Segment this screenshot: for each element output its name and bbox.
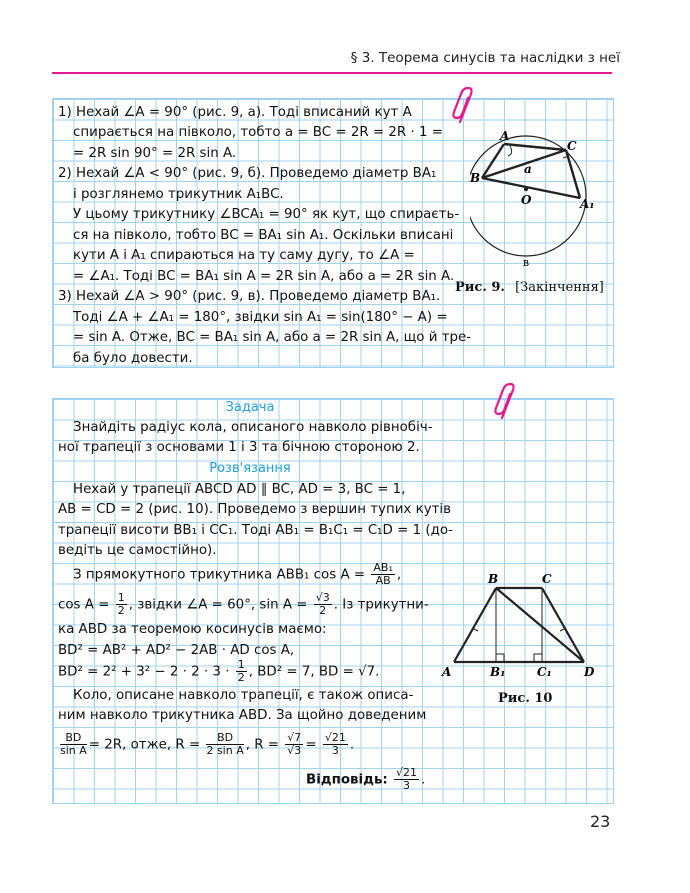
header-title: § 3. Теорема синусів та наслідки з неї [350, 50, 620, 66]
text-run: . Із трикутни- [333, 597, 429, 613]
side-cd [542, 588, 584, 662]
fraction: $\frac{√3}{2}$ [315, 591, 330, 617]
proof-line: ба було довести. [73, 351, 193, 366]
text-run: . [349, 737, 355, 753]
figure-10 [438, 568, 608, 683]
fraction: $\frac{\text{AB₁}}{AB}$ [373, 561, 393, 587]
header-rule [52, 72, 612, 74]
proof-line: 3) Нехай ∠A > 90° (рис. 9, в). Проведемо діаметр BA₁. [58, 289, 441, 304]
text-run: , звідки ∠A = 60°, sin A = [128, 597, 308, 613]
text-run: BD² = 2² + 3² − 2 · 2 · 3 · [58, 664, 230, 680]
solution-line-bd [58, 659, 379, 684]
label-C: C [567, 139, 577, 153]
label-C: C [542, 572, 552, 586]
solution-line-cos [73, 562, 401, 587]
caption-label: Рис. 9. [455, 280, 505, 295]
answer-fraction: $\frac{√21}{3}$ [396, 766, 418, 792]
fraction: $\frac{√21}{3}$ [324, 731, 346, 757]
solution-line-sin [58, 592, 429, 617]
text-run: cos A = [58, 597, 110, 613]
paperclip-icon [494, 382, 520, 422]
solution-line-radius [58, 732, 354, 757]
proof-line: і розглянемо трикутник A₁BC. [73, 187, 284, 202]
label-C1: C₁ [537, 665, 552, 679]
proof-line: = sin A. Отже, BC = BA₁ sin A, або a = 2R sin A, що й тре- [73, 330, 472, 345]
solution-line: ним навколо трикутника ABD. За щойно доведеним [58, 708, 427, 723]
task-heading: Задача [225, 400, 275, 415]
angle-arc [508, 146, 512, 156]
solution-line: BD² = AB² + AD² − 2AB · AD cos A, [58, 643, 295, 658]
task-line: Знайдіть радіус кола, описаного навколо рівнобіч- [73, 420, 433, 435]
solution-line: Коло, описане навколо трапеції, є також описа- [73, 688, 414, 703]
label-B: B [488, 572, 499, 586]
answer-label: Відповідь: [306, 772, 388, 788]
label-B: B [470, 171, 481, 185]
figure-9 [470, 120, 610, 280]
label-A: A [500, 129, 510, 143]
diagonal-bd [496, 588, 584, 662]
fraction: $\frac{1}{2}$ [237, 658, 245, 684]
label-O: O [521, 193, 532, 207]
center-point [524, 187, 528, 191]
proof-line: 2) Нехай ∠A < 90° (рис. 9, б). Проведемо діаметр BA₁ [58, 166, 437, 181]
solution-heading: Розв'язання [209, 461, 291, 476]
solution-line: AB = CD = 2 (рис. 10). Проведемо з вершин тупих кутів [58, 502, 452, 517]
solution-line: ка ABD за теоремою косинусів маємо: [58, 622, 327, 637]
proof-line: = ∠A₁. Тоді BC = BA₁ sin A = 2R sin A, або a = 2R sin A. [73, 269, 455, 284]
text-run: = [305, 737, 317, 753]
fraction: $\frac{BD}{\text{sin A}}$ [60, 731, 87, 757]
proof-line: спирається на півколо, тобто a = BC = 2R = 2R · 1 = [73, 125, 443, 140]
label-a: a [524, 162, 532, 176]
label-A: A [442, 665, 452, 679]
text-run: . [421, 772, 426, 788]
figure-9-caption [455, 280, 604, 295]
label-B1: B₁ [490, 665, 506, 679]
subfigure-label: в [522, 256, 530, 269]
segment-ca1 [566, 150, 580, 198]
solution-line: ведіть це самостійно). [58, 543, 217, 558]
proof-line: У цьому трикутнику ∠BCA₁ = 90° як кут, що спираєть- [73, 207, 460, 222]
figure-10-caption: Рис. 10 [498, 691, 553, 706]
answer-line [306, 767, 425, 792]
text-run: , [396, 567, 402, 583]
caption-note: [Закінчення] [515, 280, 604, 295]
proof-line: Тоді ∠A + ∠A₁ = 180°, звідки sin A₁ = sin(180° − A) = [73, 310, 448, 325]
fraction: $\frac{BD}{\text{2 sin A}}$ [206, 731, 244, 757]
text-run: = 2R, отже, R = [88, 737, 201, 753]
text-run: , BD² = 7, BD = √7. [248, 664, 380, 680]
proof-line: 1) Нехай ∠A = 90° (рис. 9, а). Тоді вписаний кут A [58, 105, 412, 120]
fraction: $\frac{√7}{√3}$ [287, 731, 302, 757]
label-D: D [584, 665, 595, 679]
solution-line: трапеції висоти BB₁ і CC₁. Тоді AB₁ = B₁C₁ = C₁D = 1 (до- [58, 523, 453, 538]
page-number: 23 [590, 812, 611, 831]
solution-line: Нехай у трапеції ABCD AD ∥ BC, AD = 3, BC = 1, [73, 482, 406, 497]
fraction: $\frac{1}{2}$ [117, 591, 125, 617]
right-angle-mark [496, 654, 504, 662]
text-run: З прямокутного трикутника ABB₁ cos A = [73, 567, 366, 583]
right-angle-mark [534, 654, 542, 662]
proof-line: кути A і A₁ спираються на ту саму дугу, то ∠A = [73, 248, 415, 263]
proof-line: = 2R sin 90° = 2R sin A. [73, 146, 237, 161]
task-line: ної трапеції з основами 1 і 3 та бічною стороною 2. [58, 440, 420, 455]
side-ab [454, 588, 496, 662]
text-run: , R = [245, 737, 280, 753]
label-A1: A₁ [580, 197, 595, 211]
proof-line: ся на півколо, тобто BC = BA₁ sin A₁. Оскільки вписані [73, 228, 454, 243]
